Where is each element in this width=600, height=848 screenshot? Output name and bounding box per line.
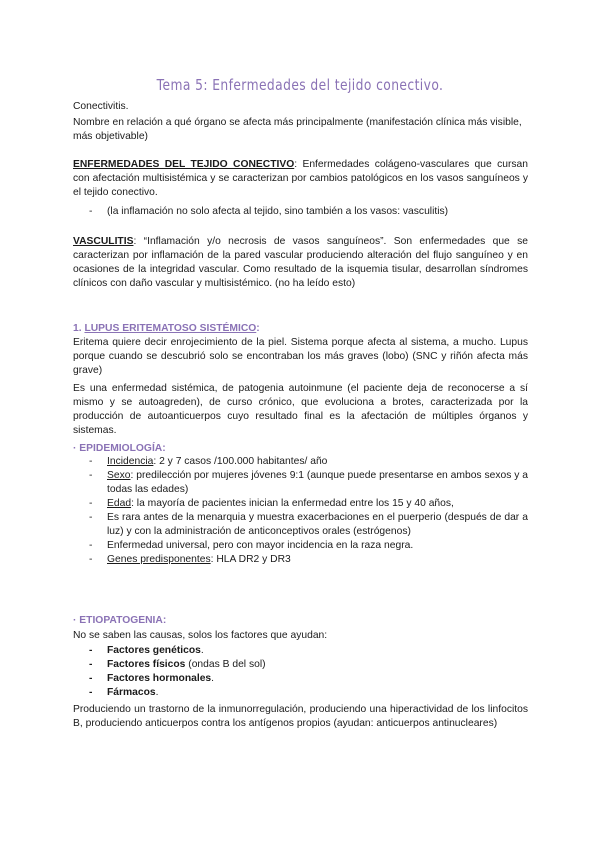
vasculitis-term: VASCULITIS <box>73 236 134 247</box>
list-item: - (la inflamación no solo afecta al tejido, sino también a los vasos: vasculitis) <box>89 206 449 217</box>
etiopatogenia-list <box>73 644 528 700</box>
list-item: - Es rara antes de la menarquia y muestra exacerbaciones en el puerperio (después de dar a luz) y con la administración de anticonceptivos orales (estrógenos) <box>89 512 528 537</box>
epidemiologia-heading: · EPIDEMIOLOGÍA: <box>73 443 166 454</box>
etiopatogenia-intro: No se saben las causas, solos los factores que ayudan: <box>73 630 328 641</box>
list-item: - Enfermedad universal, pero con mayor incidencia en la raza negra. <box>89 540 414 551</box>
intro-line-2: Nombre en relación a qué órgano se afecta más principalmente (manifestación clínica más visible, más objetivable) <box>73 117 522 142</box>
etc-term: ENFERMEDADES DEL TEJIDO CONECTIVO <box>73 159 295 170</box>
list-item: - Incidencia: 2 y 7 casos /100.000 habitantes/ año <box>89 456 328 467</box>
etc-body: Enfermedades colágeno-vasculares que cursan con afectación multisistémica y se caracterizan por cambios patológicos en los vasos sanguíneos y el tejido conectivo. <box>73 159 528 198</box>
list-item: - Edad: la mayoría de pacientes inician la enfermedad entre los 15 y 40 años, <box>89 498 454 509</box>
intro-line-1: Conectivitis. <box>73 101 129 112</box>
page-title: Tema 5: Enfermedades del tejido conectivo. <box>156 76 444 94</box>
list-item: - Factores genéticos. <box>89 645 204 656</box>
etiopatogenia-heading: · ETIOPATOGENIA: <box>73 615 167 626</box>
etc-bullets <box>73 205 528 219</box>
lupus-paragraph-1: Eritema quiere decir enrojecimiento de la piel. Sistema porque afecta al sistema, a mucho. Lupus porque cuando se descubrió solo se encontraban los más graves (lobo) (SNC y riñón afecta más grave) <box>73 337 528 376</box>
etc-definition <box>73 158 528 200</box>
list-item: - Sexo: predilección por mujeres jóvenes 9:1 (aunque puede presentarse en ambos sexos y a todas las edades) <box>89 470 528 495</box>
epidemiologia-list <box>73 455 528 567</box>
vasculitis-body: “Inflamación y/o necrosis de vasos sanguíneos”. Son enfermedades que se caracterizan por inflamación de la pared vascular produciendo alteración del flujo sanguíneo y en ocasiones de la integridad vascular. Como resultado de la isquemia tisular, desarrollan síndromes clínicos con daño vascular y multisistémico. (no ha leído esto) <box>73 236 528 289</box>
vasculitis-colon: : <box>133 236 137 247</box>
list-item: - Fármacos. <box>89 687 159 698</box>
etiopatogenia-closing: Produciendo un trastorno de la inmunorregulación, produciendo una hiperactividad de los linfocitos B, produciendo anticuerpos contra los antígenos propios (ayudan: anticuerpos antinucleares) <box>73 704 528 729</box>
list-item: - Genes predisponentes: HLA DR2 y DR3 <box>89 554 291 565</box>
lupus-paragraph-2: Es una enfermedad sistémica, de patogenia autoinmune (el paciente deja de reconocerse a sí mismo y se autoagreden), de curso crónico, que evoluciona a brotes, caracterizada por la producción de autoanticuerpos cuyo resultado final es la afectación de múltiples órganos y sistemas. <box>73 383 528 436</box>
vasculitis-definition <box>73 235 528 291</box>
lupus-heading: 1. LUPUS ERITEMATOSO SISTÉMICO: <box>73 323 260 334</box>
list-item: - Factores hormonales. <box>89 673 215 684</box>
etc-colon: : <box>294 159 298 170</box>
list-item: - Factores físicos (ondas B del sol) <box>89 659 266 670</box>
